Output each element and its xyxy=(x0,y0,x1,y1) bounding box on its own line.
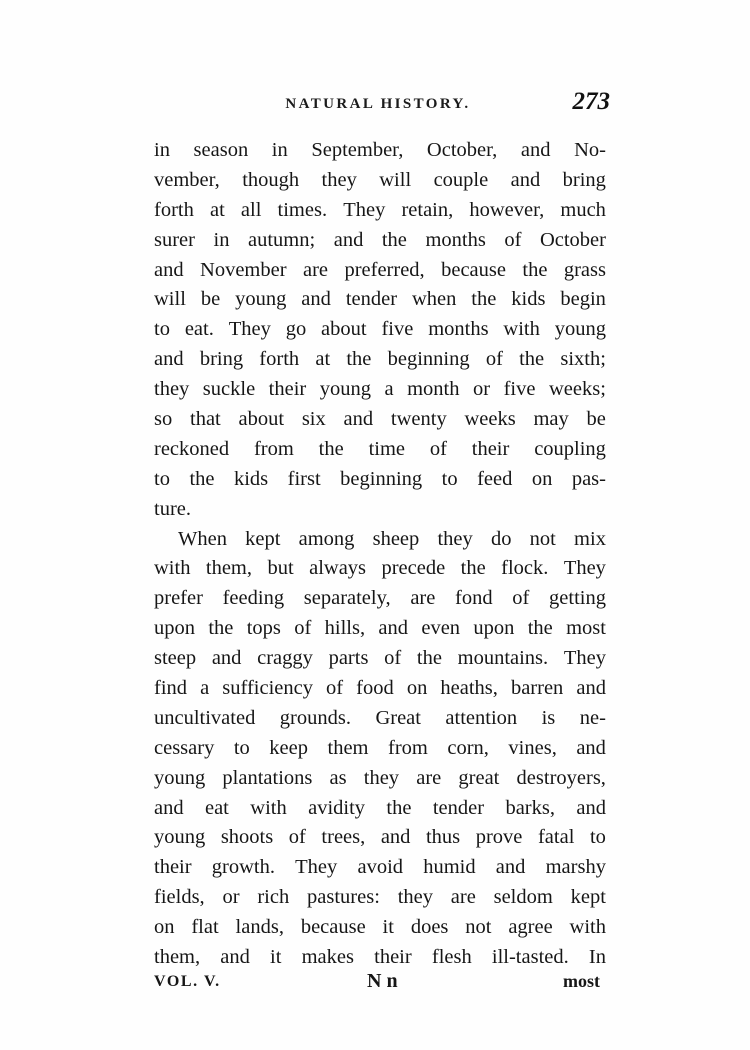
text-line: in season in September, October, and No- xyxy=(154,139,606,161)
text-line: young shoots of trees, and thus prove fatal to xyxy=(154,826,606,849)
text-line: uncultivated grounds. Great attention is ne- xyxy=(154,706,606,729)
running-head xyxy=(154,88,610,122)
text-line: steep and craggy parts of the mountains. They xyxy=(154,647,606,670)
text-line: on flat lands, because it does not agree with xyxy=(154,916,606,939)
text-line: and eat with avidity the tender barks, and xyxy=(154,796,606,819)
body-text xyxy=(154,136,606,973)
text-line: will be young and tender when the kids begin xyxy=(154,288,606,311)
text-line: reckoned from the time of their coupling xyxy=(154,437,606,460)
text-line: young plantations as they are great destroyers, xyxy=(154,766,606,789)
text-line: surer in autumn; and the months of October xyxy=(154,228,606,251)
text-line: When kept among sheep they do not mix xyxy=(178,527,606,550)
text-line: cessary to keep them from corn, vines, and xyxy=(154,736,606,759)
text-line: fields, or rich pastures: they are seldom kept xyxy=(154,886,606,909)
text-line: them, and it makes their flesh ill-tasted. In xyxy=(154,946,606,969)
text-line: so that about six and twenty weeks may be xyxy=(154,408,606,431)
text-line: find a sufficiency of food on heaths, barren and xyxy=(154,677,606,700)
paragraph xyxy=(154,525,606,973)
page-number: 273 xyxy=(572,88,610,115)
text-line: with them, but always precede the flock. They xyxy=(154,557,606,580)
text-line: forth at all times. They retain, however, much xyxy=(154,198,606,221)
text-line: upon the tops of hills, and even upon the most xyxy=(154,617,606,640)
text-line: and bring forth at the beginning of the sixth; xyxy=(154,348,606,371)
running-title: NATURAL HISTORY. xyxy=(285,96,471,112)
page-footer xyxy=(154,970,600,998)
volume-label: VOL. V. xyxy=(154,973,221,990)
text-line: and November are preferred, because the grass xyxy=(154,258,606,281)
text-line: they suckle their young a month or five weeks; xyxy=(154,378,606,401)
signature-mark: N n xyxy=(367,970,398,992)
text-line: ture. xyxy=(154,497,191,520)
text-line: their growth. They avoid humid and marshy xyxy=(154,856,606,879)
text-line: vember, though they will couple and bring xyxy=(154,168,606,191)
text-line: to eat. They go about five months with young xyxy=(154,318,606,341)
paragraph xyxy=(154,136,606,525)
text-line: to the kids first beginning to feed on pas- xyxy=(154,467,606,490)
text-line: prefer feeding separately, are fond of getting xyxy=(154,587,606,610)
catchword: most xyxy=(563,971,600,991)
